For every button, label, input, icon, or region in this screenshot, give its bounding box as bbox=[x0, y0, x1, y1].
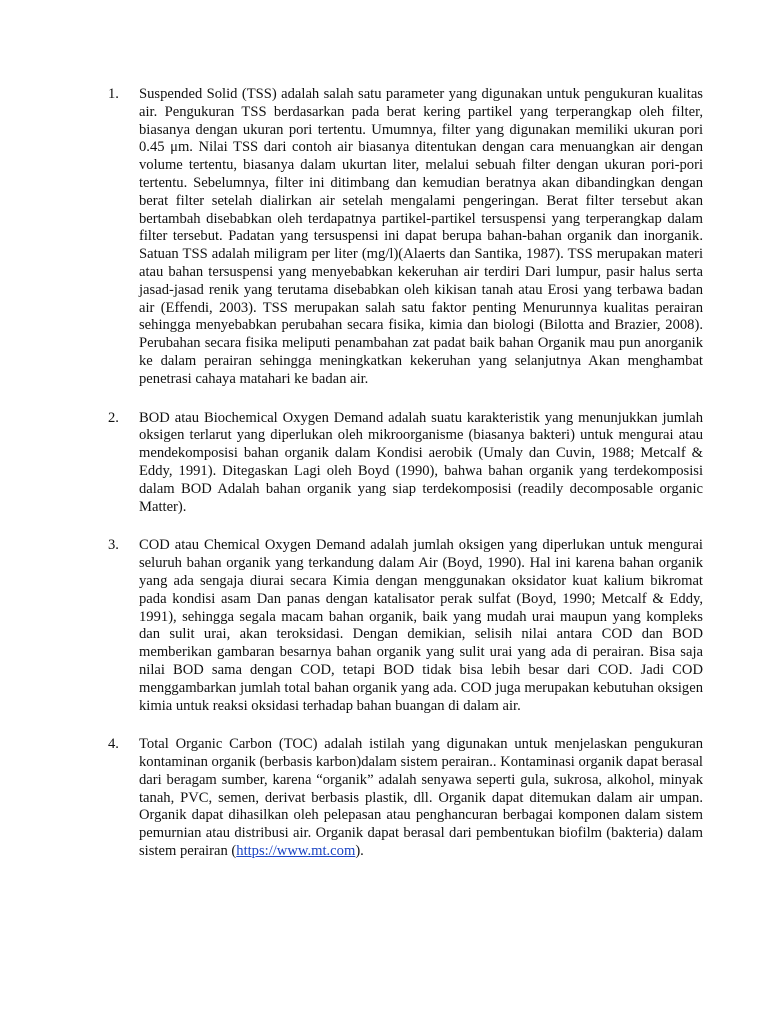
list-item bbox=[108, 736, 703, 861]
item-number: 1. bbox=[108, 86, 119, 102]
item-text-end: ). bbox=[355, 843, 364, 860]
item-paragraph: COD atau Chemical Oxygen Demand adalah jumlah oksigen yang diperlukan untuk mengurai seluruh bahan organik yang terkandung dalam Air (Boyd, 1990). Hal ini karena bahan organik yang ada sengaja diurai secara Kimia dengan menggunakan oksidator kuat kalium bikromat pada kondisi asam Dan panas dengan katalisator perak sulfat (Boyd, 1990; Metcalf & Eddy, 1991), sehingga segala macam bahan organik, baik yang mudah urai maupun yang kompleks dan sulit urai, akan teroksidasi. Dengan demikian, selisih nilai antara COD dan BOD memberikan gambaran besarnya bahan organik yang sulit urai yang ada di perairan. Bisa saja nilai BOD sama dengan COD, tetapi BOD tidak bisa lebih besar dari COD. Jadi COD menggambarkan jumlah total bahan organik yang ada. COD juga merupakan kebutuhan oksigen kimia untuk reaksi oksidasi terhadap bahan buangan di dalam air. bbox=[139, 537, 703, 714]
list-item bbox=[108, 86, 703, 389]
list-item bbox=[108, 537, 703, 715]
item-paragraph: Suspended Solid (TSS) adalah salah satu parameter yang digunakan untuk pengukuran kualitas air. Pengukuran TSS berdasarkan pada berat kering partikel yang terperangkap oleh filter, biasanya dengan ukuran pori tertentu. Umumnya, filter yang digunakan memiliki ukuran pori 0.45 μm. Nilai TSS dari contoh air biasanya ditentukan dengan cara menuangkan air dengan volume tertentu, biasanya dalam ukurtan liter, melalui sebuah filter dengan ukuran pori-pori tertentu. Sebelumnya, filter ini ditimbang dan kemudian beratnya akan dibandingkan dengan berat filter setelah dialirkan air setelah mengalami pengeringan. Berat filter tersebut akan bertambah disebabkan oleh terdapatnya partikel-partikel tersuspensi yang terperangkap dalam filter tersebut. Padatan yang tersuspensi ini dapat berupa bahan-bahan organik dan inorganik. Satuan TSS adalah miligram per liter (mg/l)(Alaerts dan Santika, 1987). TSS merupakan materi atau bahan tersuspensi yang menyebabkan kekeruhan air terdiri Dari lumpur, pasir halus serta jasad-jasad renik yang terutama disebabkan oleh kikisan tanah atau Erosi yang terbawa badan air (Effendi, 2003). TSS merupakan salah satu faktor penting Menurunnya kualitas perairan sehingga menyebabkan perubahan secara fisika, kimia dan biologi (Bilotta and Brazier, 2008). Perubahan secara fisika meliputi penambahan zat padat baik bahan Organik mau pun anorganik ke dalam perairan sehingga meningkatkan kekeruhan yang selanjutnya Akan menghambat penetrasi cahaya matahari ke badan air. bbox=[139, 86, 703, 387]
list-item bbox=[108, 410, 703, 517]
item-paragraph bbox=[139, 736, 703, 861]
item-paragraph: BOD atau Biochemical Oxygen Demand adalah suatu karakteristik yang menunjukkan jumlah oksigen terlarut yang diperlukan oleh mikroorganisme (biasanya bakteri) untuk mengurai atau mendekomposisi bahan organik dalam Kondisi aerobik (Umaly dan Cuvin, 1988; Metcalf & Eddy, 1991). Ditegaskan Lagi oleh Boyd (1990), bahwa bahan organik yang terdekomposisi dalam BOD Adalah bahan organik yang siap terdekomposisi (readily decomposable organic Matter). bbox=[139, 409, 703, 515]
item-number: 2. bbox=[108, 409, 119, 426]
item-number: 3. bbox=[108, 537, 119, 554]
item-text: Total Organic Carbon (TOC) adalah istilah yang digunakan untuk menjelaskan pengukuran kontaminan organik (berbasis karbon)dalam sistem perairan.. Kontaminasi organik dapat berasal dari beragam sumber, karena “organik” adalah senyawa seperti gula, sukrosa, alkohol, minyak tanah, PVC, semen, derivat berbasis plastik, dll. Organik dapat ditemukan dalam air umpan. Organik dapat dihasilkan oleh pelepasan atau penghancuran berbagai komponen dalam sistem pemurnian atau distribusi air. Organik dapat berasal dari pembentukan biofilm (bakteria) dalam sistem perairan ( bbox=[139, 736, 703, 860]
numbered-list bbox=[108, 86, 703, 882]
item-number: 4. bbox=[108, 736, 119, 753]
source-link[interactable]: https://www.mt.com bbox=[236, 843, 356, 860]
